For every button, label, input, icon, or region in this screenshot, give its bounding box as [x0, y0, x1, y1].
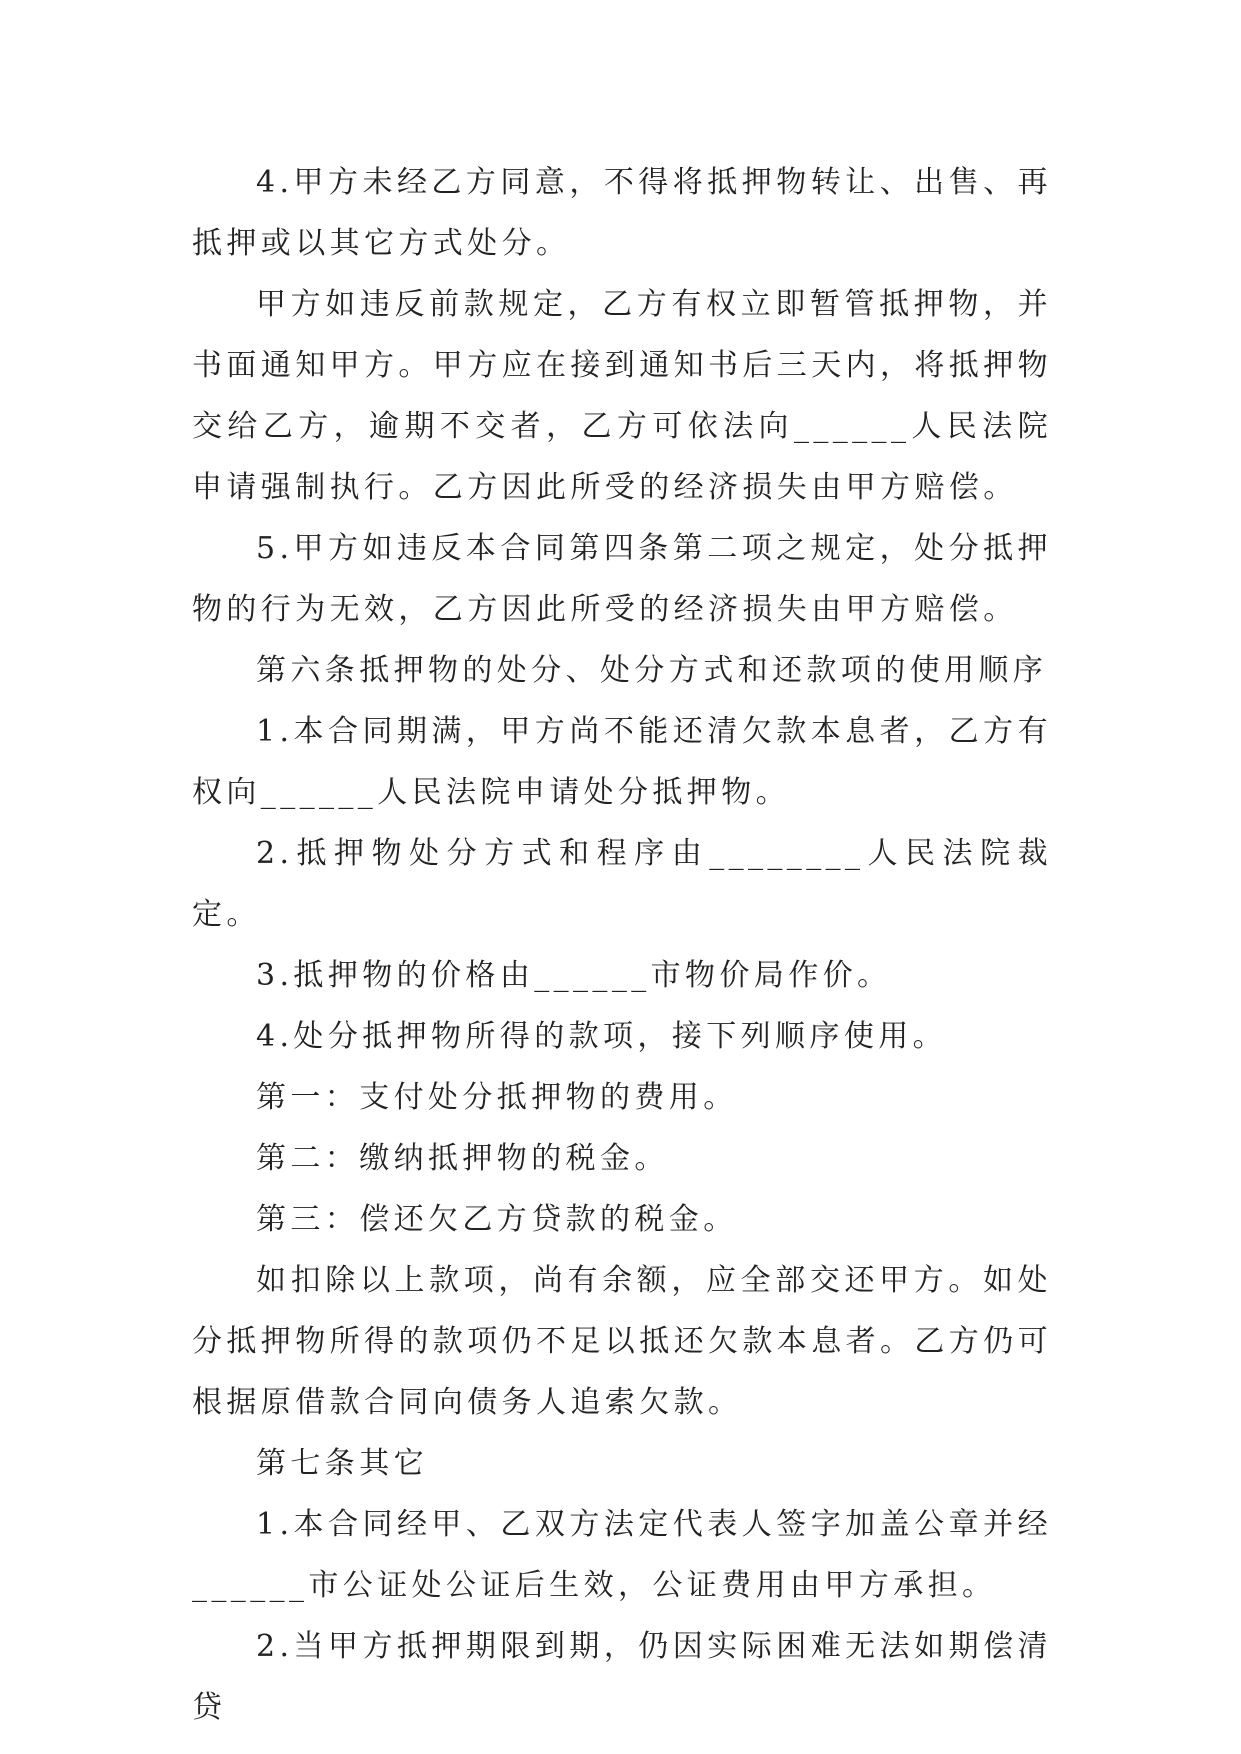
article-6-item-4: 4.处分抵押物所得的款项，接下列顺序使用。 — [256, 1019, 948, 1054]
order-third: 第三：偿还欠乙方贷款的税金。 — [256, 1202, 738, 1237]
breach-remedy-paragraph: 甲方如违反前款规定，乙方有权立即暂管抵押物，并书面通知甲方。甲方应在接到通知书后三天内，将抵押物交给乙方，逾期不交者，乙方可依法向______人民法院申请强制执行。乙方因此所受的经济损失由甲方赔偿。 — [192, 287, 1052, 505]
article-7-heading: 第七条其它 — [256, 1446, 428, 1481]
document-body — [192, 152, 1052, 1738]
order-first: 第一：支付处分抵押物的费用。 — [256, 1080, 738, 1115]
article-7-item-1: 1.本合同经甲、乙双方法定代表人签字加盖公章并经______市公证处公证后生效，公证费用由甲方承担。 — [192, 1507, 1052, 1603]
clause-4-no-transfer: 4.甲方未经乙方同意，不得将抵押物转让、出售、再抵押或以其它方式处分。 — [192, 165, 1052, 261]
article-6-item-2: 2.抵押物处分方式和程序由________人民法院裁定。 — [192, 836, 1052, 932]
article-6-item-3: 3.抵押物的价格由______市物价局作价。 — [256, 958, 892, 993]
remainder-paragraph: 如扣除以上款项，尚有余额，应全部交还甲方。如处分抵押物所得的款项仍不足以抵还欠款本息者。乙方仍可根据原借款合同向债务人追索欠款。 — [192, 1263, 1052, 1420]
article-7-item-2: 2.当甲方抵押期限到期，仍因实际困难无法如期偿清贷 — [192, 1629, 1052, 1725]
article-6-heading: 第六条抵押物的处分、处分方式和还款项的使用顺序 — [256, 653, 1048, 688]
article-6-item-1: 1.本合同期满，甲方尚不能还清欠款本息者，乙方有权向______人民法院申请处分抵押物。 — [192, 714, 1052, 810]
order-second: 第二：缴纳抵押物的税金。 — [256, 1141, 669, 1176]
clause-5-invalid-disposal: 5.甲方如违反本合同第四条第二项之规定，处分抵押物的行为无效，乙方因此所受的经济损失由甲方赔偿。 — [192, 531, 1052, 627]
